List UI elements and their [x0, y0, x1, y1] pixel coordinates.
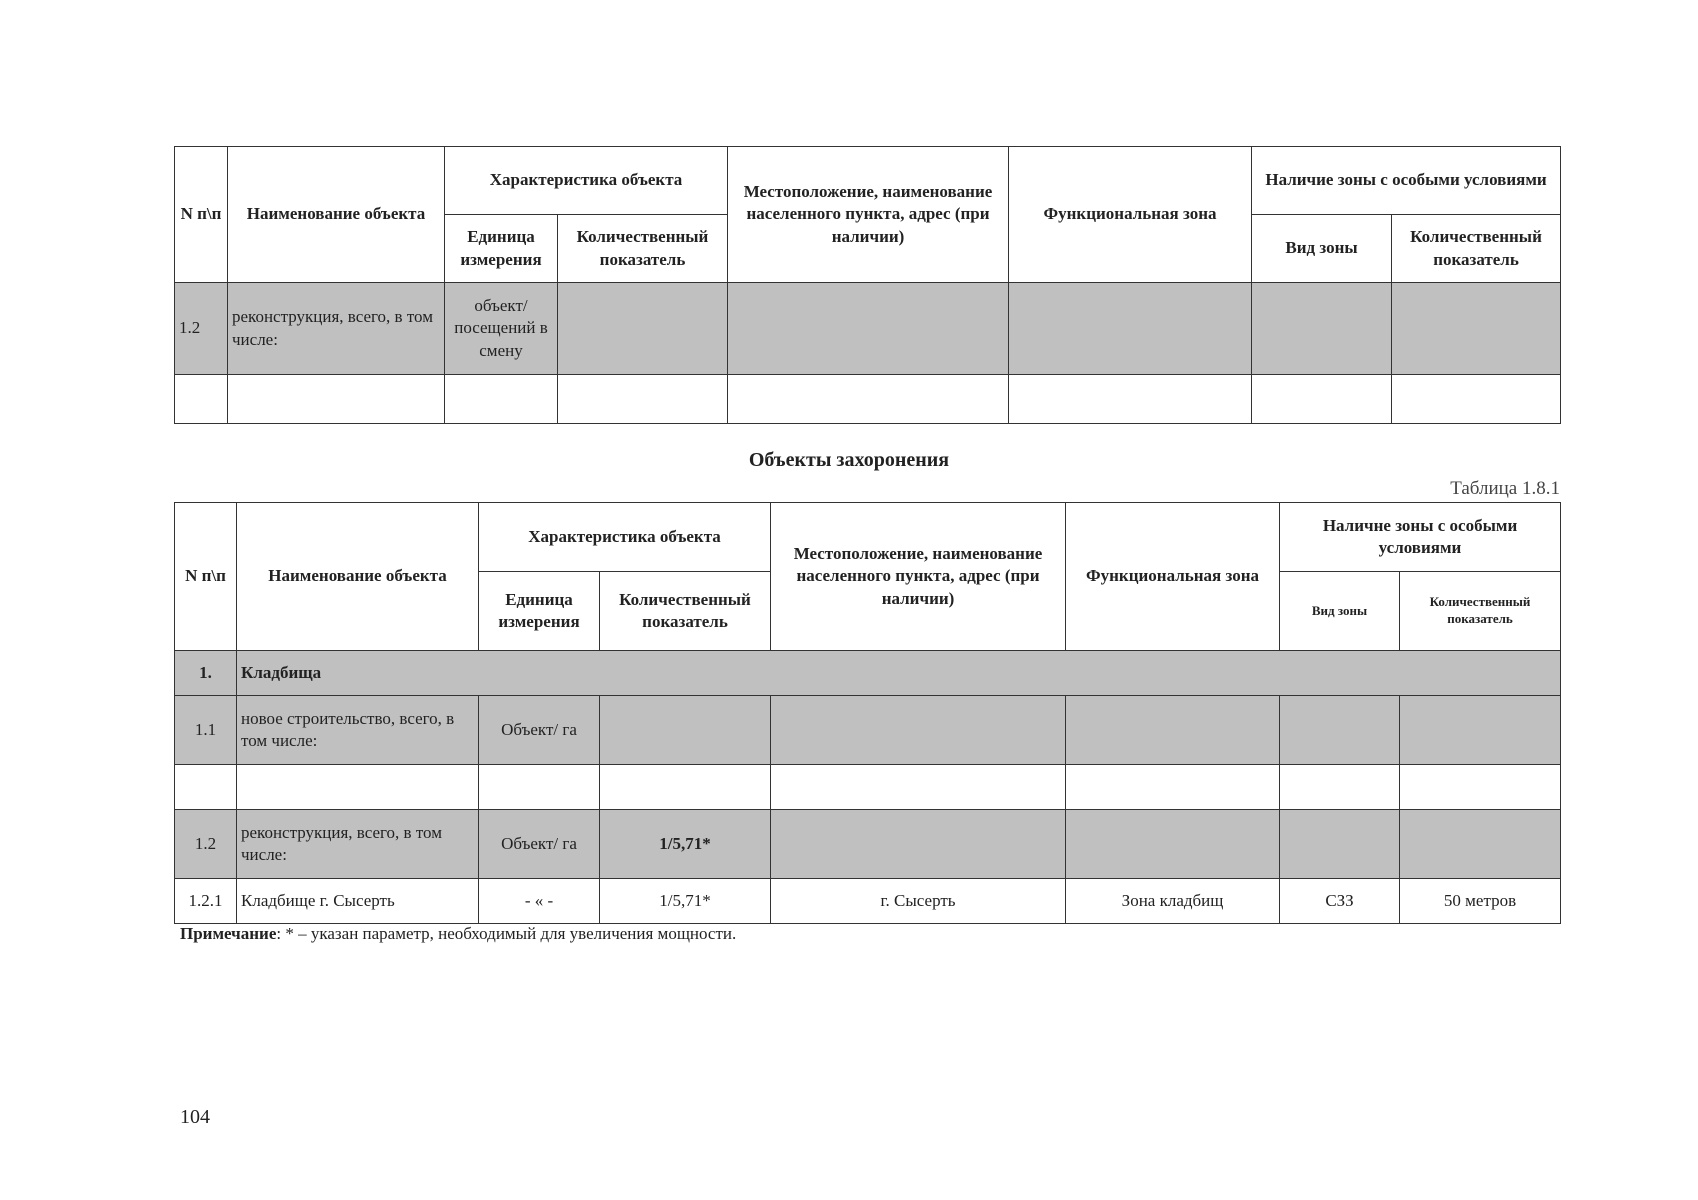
table-top: [174, 146, 1561, 424]
header-location: Местоположение, наименование населенного пункта, адрес (при наличии): [728, 147, 1009, 283]
row-qty: 1/5,71*: [600, 810, 771, 879]
header-quantity: Количественный показатель: [600, 572, 771, 651]
row-name: новое строительство, всего, в том числе:: [237, 696, 479, 765]
page-number: 104: [180, 1106, 210, 1128]
header-functional-zone: Функциональная зона: [1066, 503, 1280, 651]
header-unit: Единица измерения: [479, 572, 600, 651]
row-location: [728, 283, 1009, 375]
header-num: N п\п: [175, 147, 228, 283]
row-func-zone: [1009, 283, 1252, 375]
header-name: Наименование объекта: [237, 503, 479, 651]
row-zone-qty: [1392, 283, 1561, 375]
header-functional-zone: Функциональная зона: [1009, 147, 1252, 283]
header-zone-quantity: Количественный показатель: [1400, 572, 1561, 651]
row-num: 1.1: [175, 696, 237, 765]
header-special-zone: Наличне зоны с особыми условиями: [1280, 503, 1561, 572]
row-func-zone: Зона кладбищ: [1066, 879, 1280, 924]
note: [180, 924, 736, 944]
row-name: Кладбище г. Сысерть: [237, 879, 479, 924]
row-name: реконструкция, всего, в том числе:: [228, 283, 445, 375]
header-zone-type: Вид зоны: [1252, 215, 1392, 283]
row-num: 1.2: [175, 810, 237, 879]
row-qty: 1/5,71*: [600, 879, 771, 924]
row-unit: - « -: [479, 879, 600, 924]
header-zone-quantity: Количественный показатель: [1392, 215, 1561, 283]
header-num: N п\п: [175, 503, 237, 651]
table-row: [175, 765, 1561, 810]
row-zone-type: СЗЗ: [1280, 879, 1400, 924]
row-zone-qty: 50 метров: [1400, 879, 1561, 924]
row-name: реконструкция, всего, в том числе:: [237, 810, 479, 879]
header-name: Наименование объекта: [228, 147, 445, 283]
row-num: 1.2: [175, 283, 228, 375]
row-unit: Объект/ га: [479, 696, 600, 765]
section-row: [175, 651, 1561, 696]
row-zone-type: [1252, 283, 1392, 375]
table-row: [175, 696, 1561, 765]
table-row: [175, 879, 1561, 924]
table-row: [175, 283, 1561, 375]
table-row: [175, 375, 1561, 424]
header-unit: Единица измерения: [445, 215, 558, 283]
header-location: Местоположение, наименование населенного пункта, адрес (при наличии): [771, 503, 1066, 651]
row-location: г. Сысерть: [771, 879, 1066, 924]
table-row: [175, 810, 1561, 879]
row-num: 1.2.1: [175, 879, 237, 924]
header-characteristic: Характеристика объекта: [479, 503, 771, 572]
row-unit: объект/ посещений в смену: [445, 283, 558, 375]
section-name: Кладбища: [237, 651, 1561, 696]
note-label: Примечание: [180, 924, 277, 943]
row-qty: [558, 283, 728, 375]
header-quantity: Количественный показатель: [558, 215, 728, 283]
header-zone-type: Вид зоны: [1280, 572, 1400, 651]
section-num: 1.: [175, 651, 237, 696]
header-special-zone: Наличие зоны с особыми условиями: [1252, 147, 1561, 215]
section-title: Объекты захоронения: [748, 449, 950, 471]
header-characteristic: Характеристика объекта: [445, 147, 728, 215]
row-unit: Объект/ га: [479, 810, 600, 879]
table-burial: [174, 502, 1561, 924]
note-text: : * – указан параметр, необходимый для увеличения мощности.: [276, 924, 737, 943]
table-label: Таблица 1.8.1: [1450, 478, 1560, 499]
